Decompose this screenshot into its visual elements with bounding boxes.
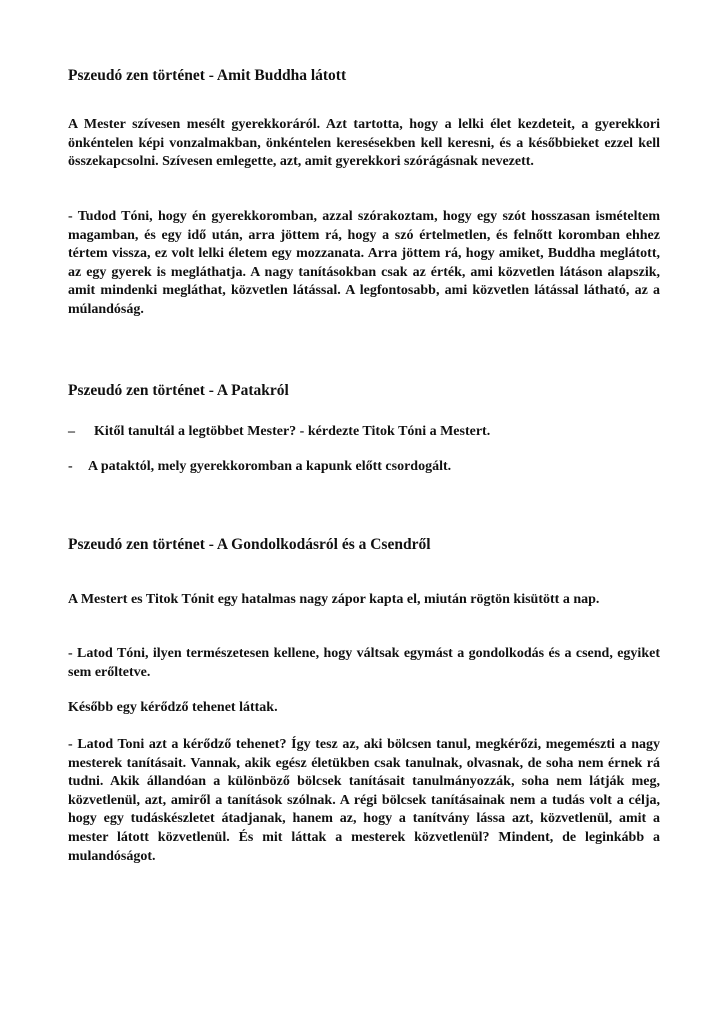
section3-paragraph-4: - Latod Toni azt a kérődző tehenet? Így tesz az, aki bölcsen tanul, megkérőzi, megemészti a nagy mesterek tanításait. Vannak, akik egész életükben csak tanulnak, olvasnak, de soha nem érnek rá tudni. Akik állandóan a különböző bölcsek tanításait tanulmányozzák, soha nem látják meg, közvetlenül, azt, amiről a tanítások szólnak. A régi bölcsek tanításainak nem a tudás volt a célja, hogy egy tudáskészletet átadjanak, hanem az, hogy a tanítvány lássa azt, közvetlenül, amit a mester látott közvetlenül. És mit láttak a mesterek közvetlenül? Mindent, de leginkább a mulandóságot. <box>68 737 660 864</box>
section2-answer-line <box>68 458 660 476</box>
section2-question-line <box>68 423 660 441</box>
section3-title: Pszeudó zen történet - A Gondolkodásról és a Csendről <box>68 536 431 553</box>
section1-title: Pszeudó zen történet - Amit Buddha látott <box>68 67 347 84</box>
dash-marker: – <box>68 424 75 439</box>
section1-paragraph-1: A Mester szívesen mesélt gyerekkoráról. Azt tartotta, hogy a lelki élet kezdeteit, a gyerekkori önkéntelen képi vonzalmakban, önkéntelen keresésekben kell keresni, és a későbbieket ezzel kell összekapcsolni. Szívesen emlegette, azt, amit gyerekkori szórágásnak nevezett. <box>68 117 660 170</box>
section2-title: Pszeudó zen történet - A Patakról <box>68 382 289 399</box>
dash-marker: - <box>68 459 73 474</box>
section1-paragraph-2: - Tudod Tóni, hogy én gyerekkoromban, azzal szórakoztam, hogy egy szót hosszasan ismételtem magamban, és egy idő után, arra jöttem rá, hogy a szó értelmetlen, és felnőtt koromban ehhez tértem vissza, ez volt lelki életem egy mozzanata. Arra jöttem rá, hogy amiket, Buddha meglátott, az egy gyerek is megláthatja. A nagy tanításokban csak az érték, ami közvetlen látáson alapszik, amit mindenki megláthat, közvetlen látással. A legfontosabb, ami közvetlen látással látható, az a múlandóság. <box>68 209 660 317</box>
section2-answer: A pataktól, mely gyerekkoromban a kapunk előtt csordogált. <box>88 459 452 474</box>
section2-question: Kitől tanultál a legtöbbet Mester? - kérdezte Titok Tóni a Mestert. <box>94 424 491 439</box>
section3-paragraph-2: - Latod Tóni, ilyen természetesen kellene, hogy váltsak egymást a gondolkodás és a csend, egyiket sem erőltetve. <box>68 646 660 680</box>
section3-paragraph-1: A Mestert es Titok Tónit egy hatalmas nagy zápor kapta el, miután rögtön kisütött a nap. <box>68 592 600 607</box>
section3-paragraph-3: Később egy kérődző tehenet láttak. <box>68 700 278 715</box>
